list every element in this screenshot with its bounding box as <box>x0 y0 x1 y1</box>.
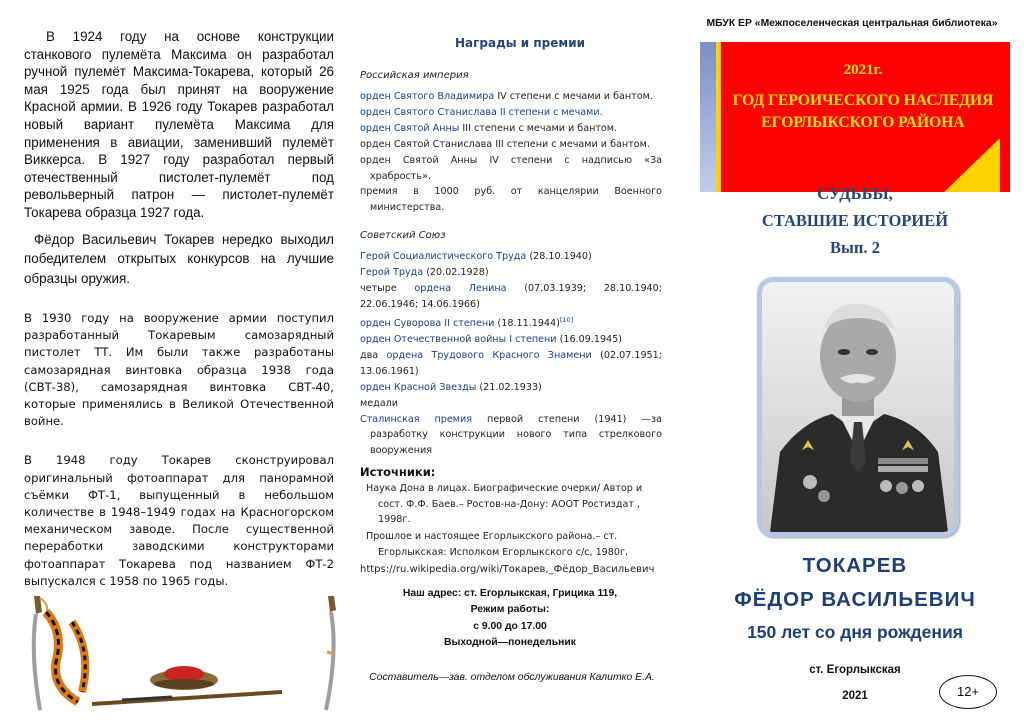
source-item: Наука Дона в лицах. Биографические очерки/ Автор и сост. Ф.Ф. Баев.– Ростов-на-Дону: АООТ Ростиздат , 1998г. <box>366 483 643 526</box>
place-name: ст. Егорлыкская <box>809 664 901 676</box>
middle-column <box>360 36 662 578</box>
list-item: орден Святой Станислава III степени с мечами и бантом. <box>360 138 650 150</box>
series-title: СУДЬБЫ, СТАВШИЕ ИСТОРИЕЙ Вып. 2 <box>761 184 949 257</box>
footnote-link[interactable]: [10] <box>559 315 574 324</box>
left-column <box>24 28 334 590</box>
st-george-ribbon-icon <box>46 612 85 702</box>
organization-name: МБУК ЕР «Межпоселенческая центральная библиотека» <box>706 18 998 29</box>
award-link[interactable]: орден Красной Звезды <box>360 381 477 393</box>
rifle-icon <box>92 692 282 704</box>
source-url-link[interactable]: https://ru.wikipedia.org/wiki/Токарев,_Фёдор_Васильевич <box>360 564 655 576</box>
person-surname: ТОКАРЕВ <box>802 554 908 577</box>
list-item: орден Отечественной войны I степени (16.09.1945) <box>360 333 623 345</box>
publication-year: 2021 <box>842 690 868 702</box>
paragraph-tt-pistol: В 1930 году на вооружение армии поступил разработанный Токаревым самозарядный пистолет ТТ. Им были также разработаны самозарядная винтовка образца 1938 года (СВТ-38), самозарядная винтовка СВТ-40, которые применялись в Великой Отечественной войне. <box>24 311 334 429</box>
sabre-right-icon <box>326 596 336 710</box>
library-address <box>370 586 650 652</box>
list-item: орден Святого Владимира IV степени с мечами и бантом. <box>360 91 653 102</box>
person-given-names: ФЁДОР ВАСИЛЬЕВИЧ <box>734 588 976 611</box>
list-item: четыре ордена Ленина (07.03.1939; 28.10.1940; 22.06.1946; 14.06.1966) <box>360 283 662 310</box>
awards-empire-list <box>360 89 662 216</box>
award-link[interactable]: Сталинская премия <box>360 413 473 425</box>
portrait-icon <box>762 282 954 532</box>
list-item: Герой Социалистического Труда (28.10.1940) <box>360 251 592 263</box>
hours-value: с 9.00 до 17.00 <box>473 620 547 632</box>
list-item <box>360 105 662 121</box>
era-label-soviet: Советский Союз <box>360 230 446 242</box>
list-item: орден Суворова II степени (18.11.1944)[10] <box>360 315 574 330</box>
award-link[interactable]: Герой Социалистического Труда <box>360 251 527 263</box>
banner-line: ЕГОРЛЫКСКОГО РАЙОНА <box>761 114 965 131</box>
list-item: орден Святой Анны IV степени с надписью «За храбрость». <box>360 154 662 182</box>
list-item: два ордена Трудового Красного Знамени (02.07.1951; 13.06.1961) <box>360 349 662 377</box>
list-item: орден Святой Анны III степени с мечами и бантом. <box>360 122 618 134</box>
award-link[interactable]: ордена Ленина <box>414 283 507 295</box>
anniversary-subtitle: 150 лет со дня рождения <box>747 622 963 642</box>
portrait-photo <box>757 277 959 537</box>
list-item: Герой Труда (20.02.1928) <box>360 267 489 279</box>
compiler-credit: Составитель—зав. отделом обслуживания Калитко Е.А. <box>369 672 655 683</box>
list-item: Сталинская премия первой степени (1941) —за разработку конструкции нового типа стрелкового вооружения <box>360 413 662 457</box>
paragraph-camera: В 1948 году Токарев сконструировал оригинальный фотоаппарат для панорамной съёмки ФТ-1, выпущенный в небольшом количестве в 1948–1949 годах на Красногорском механическом заводе. После существенной переработки заводскими конструкторами фотоаппарат Токарева под названием ФТ-2 выпускался с 1958 по 1965 годы. <box>24 453 334 588</box>
era-label-empire: Российская империя <box>360 70 469 81</box>
weapons-illustration <box>22 592 342 717</box>
paragraph-machine-gun: В 1924 году на основе конструкции станкового пулемёта Максима он разработал ручной пулемёт Максима-Токарева, который 26 мая 1925 года был принят на вооружение Красной армии. В 1926 году Токарев разработал новый вариант пулемёта Максима для применения в авиации, заменивший пулемёт Виккерса. В 1927 году разработал первый отечественный пистолет-пулемёт под револьверный патрон — пистолет-пулемёт Токарева образца 1927 года. <box>24 29 334 220</box>
paragraph-contests: Фёдор Васильевич Токарев нередко выходил победителем открытых конкурсов на лучшие образцы оружия. <box>24 231 334 286</box>
awards-soviet-list <box>360 249 662 459</box>
age-rating-badge: 12+ <box>939 675 997 709</box>
list-item: премия в 1000 руб. от канцелярии Военного министерства. <box>360 186 662 214</box>
banner-year: 2021г. <box>843 62 883 78</box>
address-line: Наш адрес: ст. Егорлыкская, Грицика 119, <box>402 588 618 599</box>
awards-title: Награды и премии <box>454 36 586 50</box>
award-link[interactable]: орден Отечественной войны I степени <box>360 333 557 345</box>
sources-title: Источники: <box>360 465 436 480</box>
budenovka-cap-icon <box>150 666 218 690</box>
award-link[interactable]: ордена Трудового Красного Знамени <box>386 349 592 361</box>
day-off: Выходной—понедельник <box>443 637 576 649</box>
award-link[interactable]: орден Святого Станислава II степени с мечами. <box>360 106 603 118</box>
list-item: медали <box>360 397 399 409</box>
award-link[interactable]: орден Святой Анны <box>360 122 460 134</box>
hours-title: Режим работы: <box>470 604 550 616</box>
heritage-banner <box>700 42 1010 192</box>
list-item: орден Красной Звезды (21.02.1933) <box>360 381 542 393</box>
award-link[interactable]: Герой Труда <box>360 267 424 279</box>
banner-line: ГОД ГЕРОИЧЕСКОГО НАСЛЕДИЯ <box>732 92 994 109</box>
award-link[interactable]: орден Суворова II степени <box>360 318 495 330</box>
source-item: Прошлое и настоящее Егорлыкского района.– ст. Егорлыкская: Исполком Егорлыкского с/с, 1980г. <box>366 531 629 558</box>
award-link[interactable]: орден Святого Владимира <box>360 91 495 102</box>
